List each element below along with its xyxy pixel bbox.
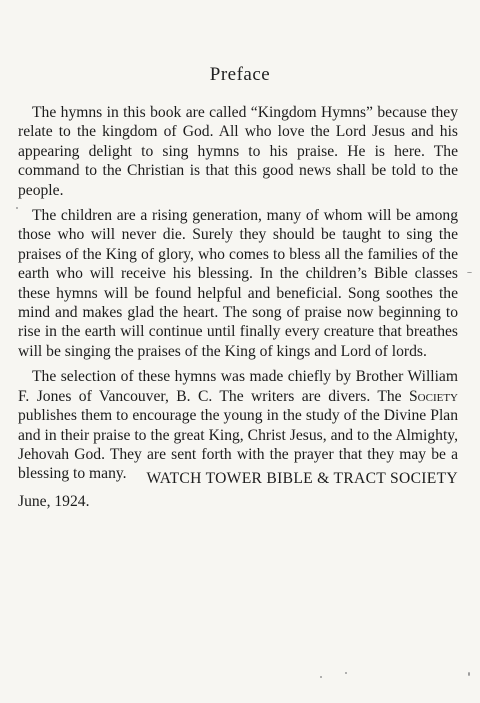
scan-speck	[468, 672, 470, 676]
paragraph-3-text-end: publishes them to encourage the young in the study of the Divine Plan and in their praise to the great King, Christ Jesus, and to the Almighty, Jehovah God. They are sent forth with the prayer that they may be a blessing to many.	[18, 407, 458, 483]
paragraph-2-text: The children are a rising generation, many of whom will be among those who will never die. Surely they should be taught to sing the praises of the King of glory, who comes to bless all the families of the earth who will receive his blessing. In the children’s Bible classes these hymns will be found helpful and beneficial. Song soothes the mind and makes glad the heart. The song of praise now beginning to rise in the earth will continue until finally every creature that breathes will be singing the praises of the King of kings and Lord of lords.	[18, 207, 458, 360]
scan-speck	[467, 272, 472, 273]
scan-speck	[345, 672, 347, 674]
paragraph-3-society: Society	[409, 387, 458, 405]
scan-speck	[320, 676, 322, 678]
paragraph-1-text: The hymns in this book are called “Kingdom Hymns” because they relate to the kingdom of God. All who love the Lord Jesus and his appearing delight to sing hymns to his praise. He is here. The command to the Christian is that this good news shall be told to the people.	[18, 104, 458, 199]
page-title: Preface	[209, 64, 271, 85]
paragraph-2	[18, 206, 458, 361]
preface-body	[18, 103, 458, 490]
preface-date: June, 1924.	[18, 493, 90, 510]
paragraph-3-text-start: The selection of these hymns was made chiefly by Brother William F. Jones of Vancouver, B. C. The writers are divers. The	[18, 368, 458, 405]
scan-speck	[16, 207, 18, 209]
publisher-signature: WATCH TOWER BIBLE & TRACT SOCIETY	[146, 470, 458, 487]
paragraph-3	[18, 367, 458, 483]
paragraph-1	[18, 103, 458, 200]
